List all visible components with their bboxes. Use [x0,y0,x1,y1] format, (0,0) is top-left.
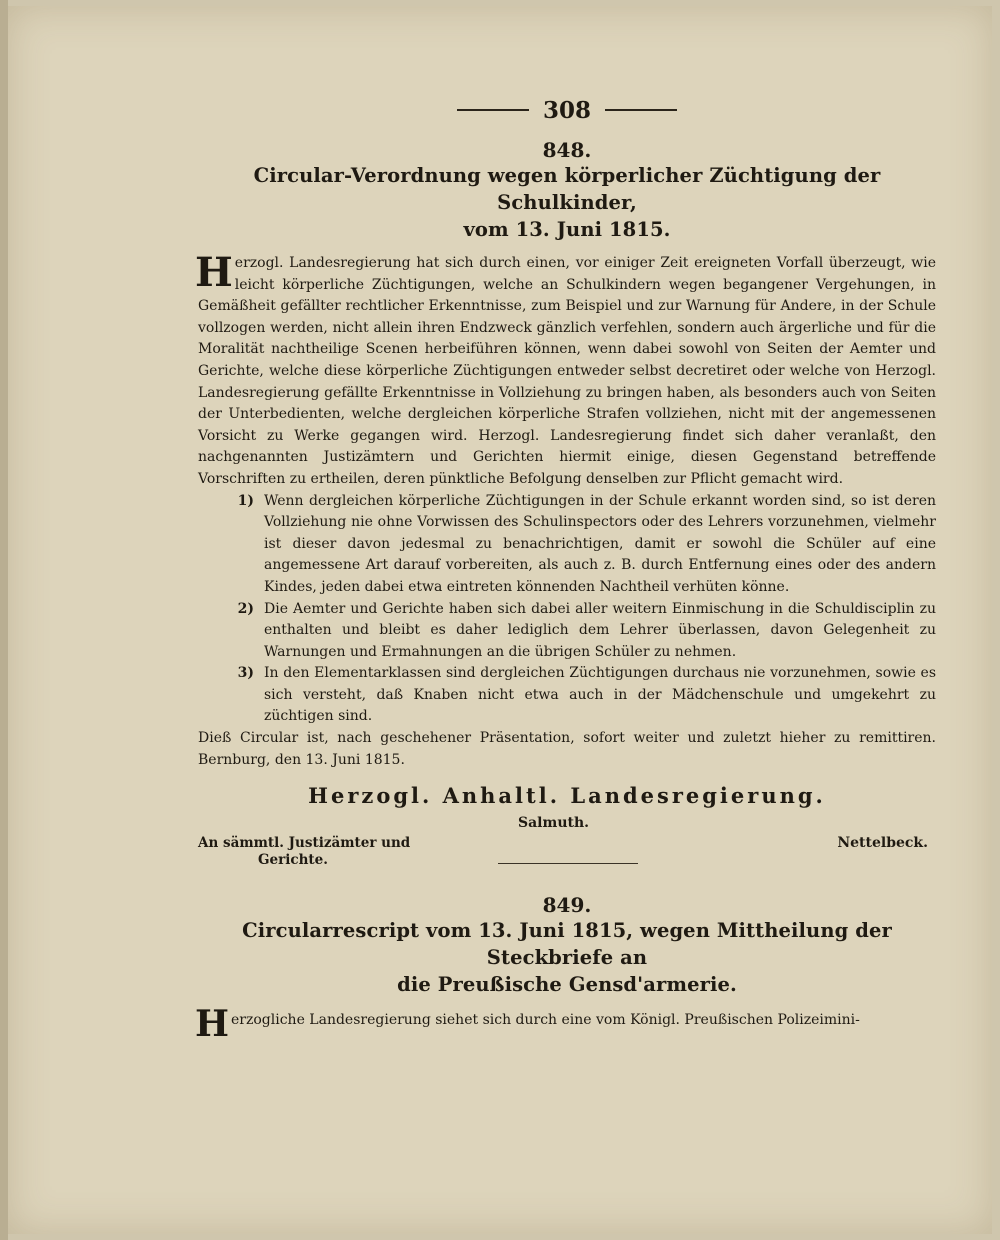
intro-text: erzogl. Landesregierung hat sich durch einen, vor einiger Zeit ereigneten Vorfall überzeugt, wie leicht körperliche Züchtigungen, welche an Schulkindern wegen begangener Vergehungen, in Gemäßheit gefällter rechtlicher Erkenntnisse, zum Beispiel und zur Warnung für Andere, in der Schule vollzogen werden, nicht allein ihren Endzweck gänzlich verfehlen, sondern auch ärgerliche und für die Moralität nachtheilige Scenen herbeiführen können, wenn dabei sowohl von Seiten der Aemter und Gerichte, welche diese körperliche Züchtigungen entweder selbst decretiret oder welche von Herzogl. Landesregierung gefällte Erkenntnisse in Vollziehung zu bringen haben, als besonders auch von Seiten der Unterbedienten, welche dergleichen körperliche Strafen vollziehen, nicht mit der angemessenen Vorsicht zu Werke gegangen wird. Herzogl. Landesregierung findet sich daher veranlaßt, den nachgenannten Justizämtern und Gerichten hiermit einige, diesen Gegenstand betreffende Vorschriften zu ertheilen, deren pünktliche Befolgung denselben zur Pflicht gemacht wird. [198,255,936,487]
entry-849-title-line1: Circularrescript vom 13. Juni 1815, wegen Mittheilung der Steckbriefe an [242,919,892,970]
addressee-line2: Gerichte. [258,852,328,869]
addressee-line1: An sämmtl. Justizämter und [198,835,411,852]
entry-849-intro [195,1003,936,1046]
list-item-text: In den Elementarklassen sind dergleichen Züchtigungen durchaus nie vorzunehmen, sowie es sich versteht, daß Knaben nicht etwa auch in der Mädchenschule und umgekehrt zu züchtigen sind. [264,665,936,725]
intro-text: erzogliche Landesregierung siehet sich durch eine vom Königl. Preußischen Polizeimini- [231,1012,860,1029]
list-marker: 3) [237,665,254,682]
entry-849 [195,893,936,1046]
page-header [198,96,936,124]
signer-nettelbeck: Nettelbeck. [837,835,928,852]
entry-848-title-line1: Circular-Verordnung wegen körperlicher Züchtigung der Schulkinder, [253,164,881,214]
list-item [198,491,936,599]
entry-849-title-line2: die Preußische Gensd'armerie. [397,973,737,997]
entry-849-number: 849. [542,893,592,918]
entry-848-intro [195,249,936,491]
signature-block [198,811,936,867]
dropcap: H [195,249,233,296]
addressee [198,835,410,869]
header-rule-right [605,109,677,111]
signer-salmuth: Salmuth. [518,815,590,832]
document-page [8,6,992,1234]
list-marker: 1) [237,492,254,509]
list-item-text: Die Aemter und Gerichte haben sich dabei aller weitern Einmischung in die Schuldisciplin zu enthalten und bleibt es daher lediglich dem Lehrer überlassen, davon Gelegenheit zu Warnungen und Ermahnungen an die übrigen Schüler zu nehmen. [264,600,936,660]
entry-848-number: 848. [542,138,592,162]
list-item [198,663,936,728]
header-rule-left [457,109,529,111]
entry-848-title-line2: vom 13. Juni 1815. [463,218,671,241]
dropcap: H [195,1003,230,1046]
list-item [198,599,936,664]
page-number: 308 [542,96,591,124]
list-marker: 2) [237,600,254,617]
list-item-text: Wenn dergleichen körperliche Züchtigungen in der Schule erkannt worden sind, so ist deren Vollziehung nie ohne Vorwissen des Schulinspectors oder des Lehrers vorzunehmen, vielmehr ist dieser davon jedesmal zu benachrichtigen, damit er sowohl die Schüler auf eine angemessene Art darauf vorbereiten, als auch z. B. durch Entfernung eines oder des andern Kindes, jeden dabei etwa eintreten könnenden Nachtheil verhüten könne. [264,492,936,595]
page-content [195,96,936,1046]
issuing-authority: Herzogl. Anhaltl. Landesregierung. [308,783,826,809]
book-gutter [0,0,8,1240]
provision-list [198,491,936,729]
section-divider [498,863,638,864]
closing-paragraph: Dieß Circular ist, nach geschehener Präsentation, sofort weiter und zuletzt hieher zu remittiren. Bernburg, den 13. Juni 1815. [198,730,936,768]
